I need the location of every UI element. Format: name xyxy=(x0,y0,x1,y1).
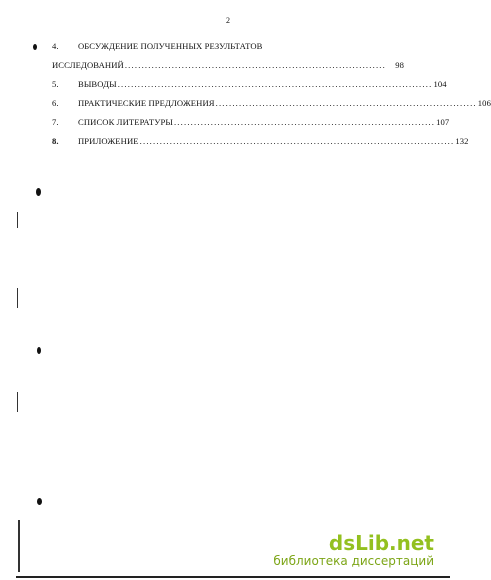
toc-item-page: 106 xyxy=(477,98,491,108)
toc-leader-dots: .............................................................................................. xyxy=(139,136,455,146)
toc-item-title: ПРАКТИЧЕСКИЕ ПРЕДЛОЖЕНИЯ xyxy=(78,98,215,108)
scan-punch-mark xyxy=(37,498,42,505)
table-of-contents xyxy=(52,41,491,147)
toc-item-title: СПИСОК ЛИТЕРАТУРЫ xyxy=(78,117,173,127)
toc-leader-dots: .............................................................................................. xyxy=(117,79,433,89)
toc-item-number: 4. xyxy=(52,41,59,51)
watermark-brand: dsLib.net xyxy=(328,531,434,555)
toc-item-title-line1: ОБСУЖДЕНИЕ ПОЛУЧЕННЫХ РЕЗУЛЬТАТОВ xyxy=(78,41,263,51)
scan-margin-line xyxy=(17,212,18,228)
toc-item xyxy=(52,136,469,147)
toc-item xyxy=(52,117,450,128)
toc-item-title: ВЫВОДЫ xyxy=(78,79,117,89)
toc-item-page: 107 xyxy=(436,117,450,127)
watermark-subtitle: библиотека диссертаций xyxy=(273,554,434,568)
scan-punch-mark xyxy=(37,347,41,354)
watermark xyxy=(273,533,434,568)
toc-item xyxy=(52,41,404,71)
toc-item-title: ИССЛЕДОВАНИЙ xyxy=(52,60,124,70)
toc-leader-dots: .............................................................................. xyxy=(173,117,436,127)
toc-item-page: 104 xyxy=(433,79,447,89)
toc-leader-dots: .............................................................................. xyxy=(124,60,387,70)
toc-item xyxy=(52,98,491,109)
scan-margin-line xyxy=(17,288,18,308)
scan-margin-line xyxy=(18,520,20,572)
toc-item-number: 6. xyxy=(52,98,59,108)
scan-margin-line xyxy=(17,392,18,412)
scan-bottom-edge xyxy=(16,576,450,578)
toc-item-number: 7. xyxy=(52,117,59,127)
toc-item-number: 8. xyxy=(52,136,59,146)
toc-leader-dots: .............................................................................. xyxy=(215,98,477,108)
scan-punch-mark xyxy=(33,44,37,50)
toc-item-page: 132 xyxy=(455,136,469,146)
page-number: 2 xyxy=(226,16,230,25)
toc-item-number: 5. xyxy=(52,79,59,89)
toc-item xyxy=(52,79,447,90)
toc-item-title: ПРИЛОЖЕНИЕ xyxy=(78,136,139,146)
toc-item-page: 98 xyxy=(395,60,404,70)
scan-punch-mark xyxy=(36,188,41,196)
